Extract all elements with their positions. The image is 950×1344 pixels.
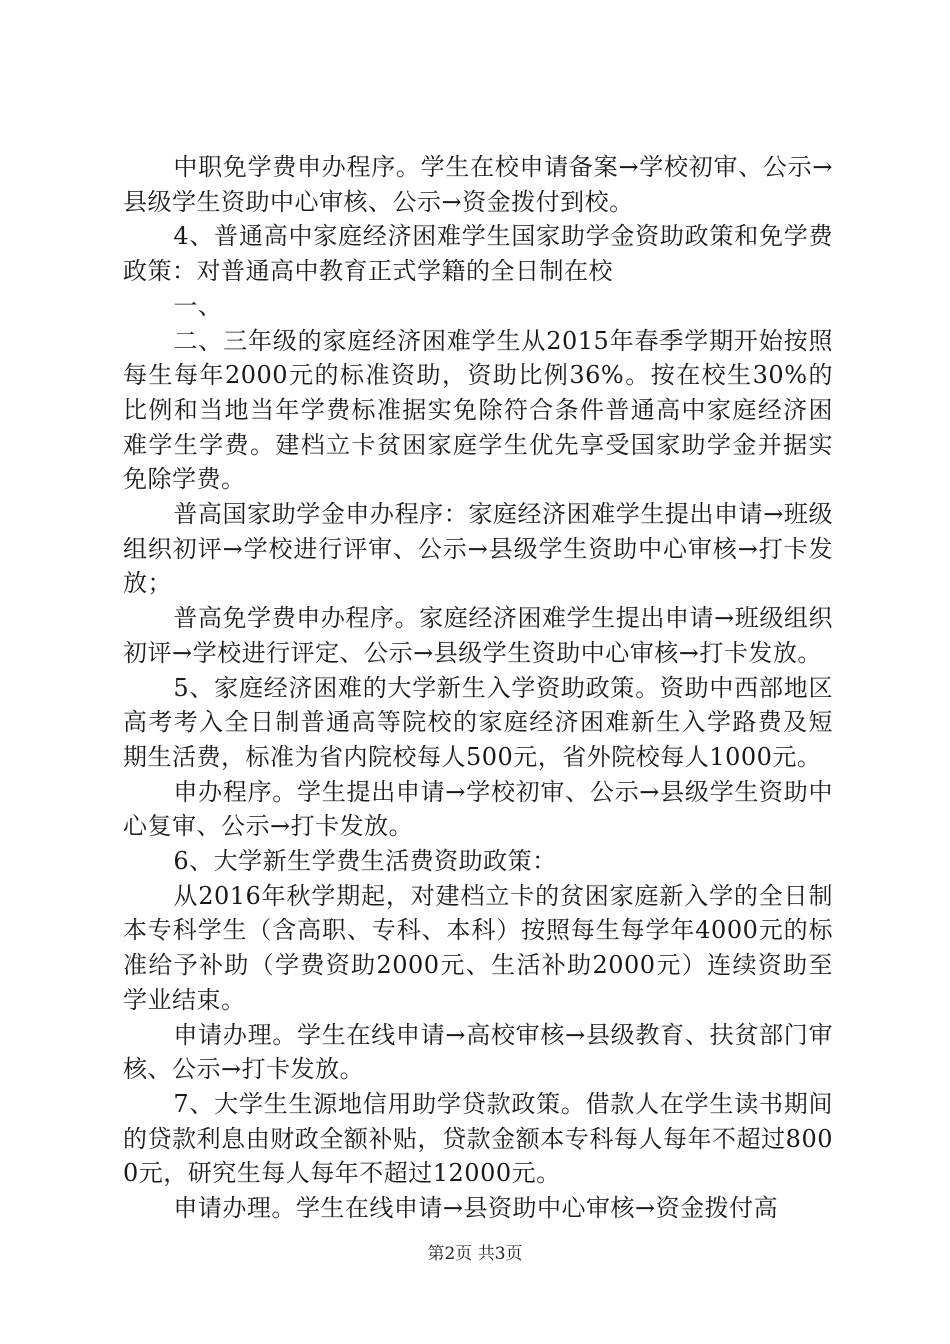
- paragraph-policy-7-loan: 7、大学生生源地信用助学贷款政策。借款人在学生读书期间的贷款利息由财政全额补贴，贷款金额本专科每人每年不超过8000元，研究生每人每年不超过12000元。: [123, 1089, 833, 1188]
- paragraph-policy-6-heading: 6、大学新生学费生活费资助政策：: [173, 847, 557, 876]
- document-body: [123, 150, 833, 1226]
- paragraph-freshman-aid-procedure: 申办程序。学生提出申请→学校初审、公示→县级学生资助中心复审、公示→打卡发放。: [123, 777, 833, 841]
- page-number-footer: 第2页 共3页: [427, 1244, 523, 1264]
- paragraph-policy-4-heading: 4、普通高中家庭经济困难学生国家助学金资助政策和免学费政策：对普通高中教育正式学籍的全日制在校: [123, 222, 833, 286]
- paragraph-policy-7-procedure: 申请办理。学生在线申请→县资助中心审核→资金拨付高: [173, 1194, 779, 1223]
- paragraph-secondary-exemption-procedure: 中职免学费申办程序。学生在校申请备案→学校初审、公示→县级学生资助中心审核、公示→资金拨付到校。: [123, 153, 833, 216]
- paragraph-grade-two-three-subsidy: 二、三年级的家庭经济困难学生从2015年春季学期开始按照每生每年2000元的标准资助，资助比例36%。按在校生30%的比例和当地当年学费标准据实免除符合条件普通高中家庭经济困难学生学费。建档立卡贫困家庭学生优先享受国家助学金并据实免除学费。: [123, 326, 833, 494]
- paragraph-item-one: 一、: [173, 291, 223, 320]
- paragraph-high-school-grant-procedure: 普高国家助学金申办程序：家庭经济困难学生提出申请→班级组织初评→学校进行评审、公示→县级学生资助中心审核→打卡发放；: [123, 500, 833, 598]
- paragraph-policy-6-details: 从2016年秋学期起，对建档立卡的贫困家庭新入学的全日制本专科学生（含高职、专科、本科）按照每生每学年4000元的标准给予补助（学费资助2000元、生活补助2000元）连续资助至学业结束。: [123, 881, 833, 1014]
- paragraph-policy-6-procedure: 申请办理。学生在线申请→高校审核→县级教育、扶贫部门审核、公示→打卡发放。: [123, 1020, 833, 1084]
- paragraph-policy-5-freshman-aid: 5、家庭经济困难的大学新生入学资助政策。资助中西部地区高考考入全日制普通高等院校的家庭经济困难新生入学路费及短期生活费，标准为省内院校每人500元，省外院校每人1000元。: [123, 673, 833, 771]
- paragraph-high-school-exemption-procedure: 普高免学费申办程序。家庭经济困难学生提出申请→班级组织初评→学校进行评定、公示→县级学生资助中心审核→打卡发放。: [123, 604, 833, 667]
